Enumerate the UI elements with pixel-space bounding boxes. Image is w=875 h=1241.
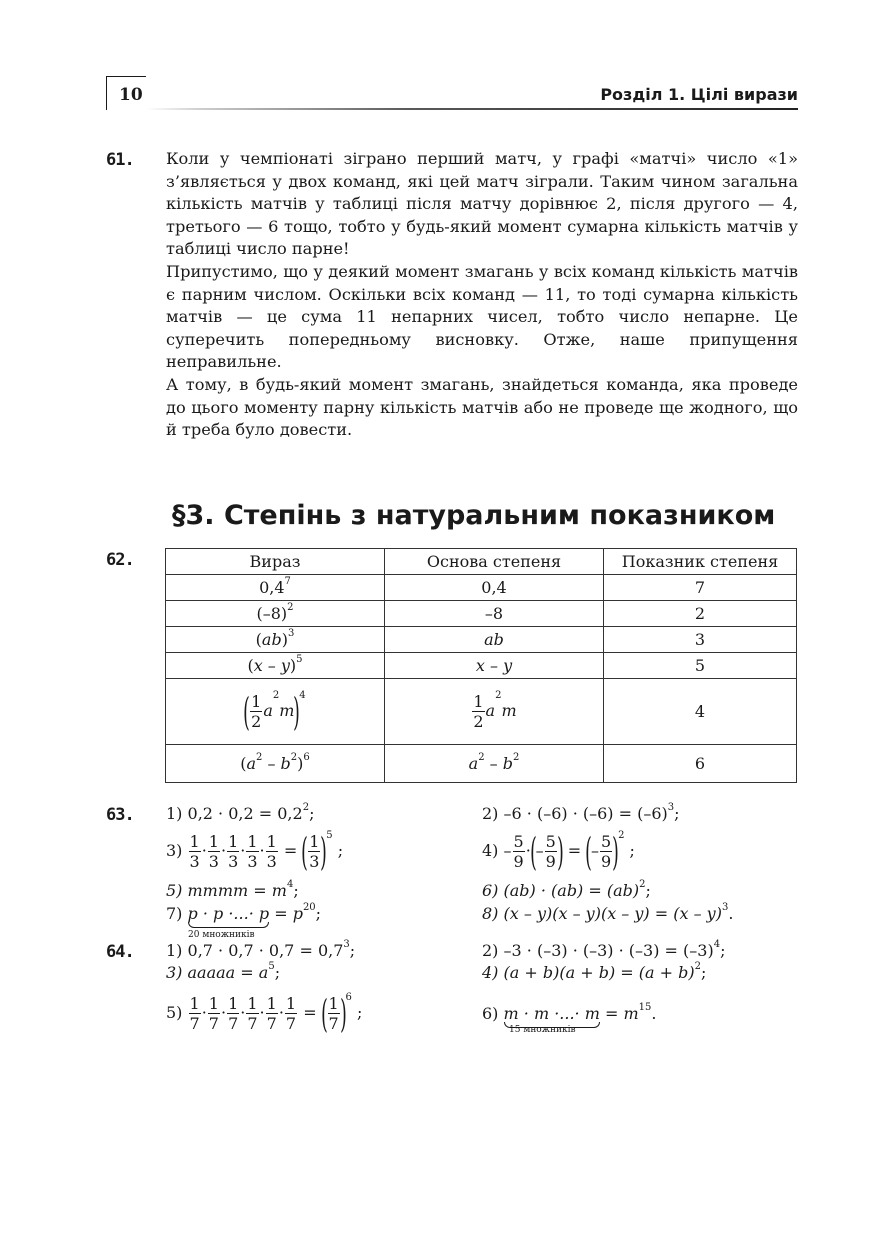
expression-cell: $(-8)^2$ xyxy=(166,601,385,627)
problem-61-paragraph: Припустимо, що у деякий момент змагань у всіх команд кількість матчів є парним числом. Оскільки всіх команд — 11, то тоді сумарна кількість матчів — це сума 11 непарних чисел, тобто число непарне. Це суперечить попередньому висновку. Отже, наше припущення неправильне. xyxy=(166,261,798,372)
exponent-cell: 2 xyxy=(604,601,797,627)
table-header: Показник степеня xyxy=(604,549,797,575)
expression-cell: (x – y)$^5$ xyxy=(166,653,385,679)
expression-cell: (ab)$^3$ xyxy=(166,627,385,653)
p63-item-4: 4) – $\frac{5}{9}$ ·(– $\frac{5}{9}$ ) = (– $\frac{5}{9}$ )$^2$ ; xyxy=(482,829,635,874)
powers-table xyxy=(165,548,797,783)
p64-item-4: 4) $(a + b)(a + b) = (a + b)^2$; xyxy=(482,961,707,982)
p63-item-6: 6) (ab) · (ab) = (ab)$^2$; xyxy=(482,879,651,900)
table-row xyxy=(166,627,797,653)
table-row xyxy=(166,745,797,783)
table-row xyxy=(166,653,797,679)
problem-64-number: 64. xyxy=(106,942,134,962)
exponent-cell: 3 xyxy=(604,627,797,653)
p64-item-6: 6) m · m ·...· $m = m^{15}$. xyxy=(482,1002,657,1023)
problem-63-number: 63. xyxy=(106,805,134,825)
p64-item-5: 5) $\frac{1}{7}$ · $\frac{1}{7}$ · $\frac{1}{7}$ · $\frac{1}{7}$ · $\frac{1}{7}$ · $\frac{1}{7}$ = ( $\frac{1}{7}$ )$^6$ ; xyxy=(166,991,363,1036)
chapter-title: Розділ 1. Цілі вирази xyxy=(600,85,798,104)
base-cell: $\frac{1}{2}$ $a^2m$ xyxy=(385,679,604,745)
expression-cell: $(a^2 - b^2)^6$ xyxy=(166,745,385,783)
base-cell: ab xyxy=(385,627,604,653)
p64-item-3: 3) aaaaa = $a^5$; xyxy=(166,961,281,982)
expression-cell: ( $\frac{1}{2}$ $a^2m)^4$ xyxy=(166,679,385,745)
expression-cell: $0,4^7$ xyxy=(166,575,385,601)
p64-item-1: 1) $0,7 \cdot 0,7 \cdot 0,7 = 0,7^3$; xyxy=(166,939,356,960)
table-row xyxy=(166,601,797,627)
base-cell: $a^2 - b^2$ xyxy=(385,745,604,783)
p63-item-5: 5) mmmm = $m^4$; xyxy=(166,879,299,900)
p63-item-2: 2) $-6 \cdot (-6) \cdot (-6) = (-6)^3$; xyxy=(482,802,680,823)
page-number: 10 xyxy=(119,85,143,105)
table-row xyxy=(166,679,797,745)
problem-61-paragraph: Коли у чемпіонаті зіграно перший матч, у графі «матчі» число «1» з’являється у двох команд, які цей матч зіграли. Таким чином загальна кількість матчів у таблиці після матчу дорівнює 2, після другого — 4, третього — 6 тощо, тобто у будь-який момент сумарна кількість матчів у таблиці число парне! xyxy=(166,149,798,259)
p63-item-3: 3) $\frac{1}{3}$ · $\frac{1}{3}$ · $\frac{1}{3}$ · $\frac{1}{3}$ · $\frac{1}{3}$ = ( $\frac{1}{3}$ )$^5$ ; xyxy=(166,829,344,874)
table-row xyxy=(166,575,797,601)
exponent-cell: 5 xyxy=(604,653,797,679)
table-header: Основа степеня xyxy=(385,549,604,575)
base-cell: –8 xyxy=(385,601,604,627)
base-cell: 0,4 xyxy=(385,575,604,601)
p63-underbrace-label: 20 множників xyxy=(188,930,255,940)
exponent-cell: 7 xyxy=(604,575,797,601)
table-header-row xyxy=(166,549,797,575)
p64-underbrace-label: 15 множників xyxy=(509,1025,576,1035)
p64-item-2: 2) $-3 \cdot (-3) \cdot (-3) \cdot (-3) = (-3)^4$; xyxy=(482,939,726,960)
p63-item-1: 1) $0,2 \cdot 0,2 = 0,2^2$; xyxy=(166,802,315,823)
underbrace: p · p ·...· p xyxy=(187,904,270,923)
underbrace: m · m ·...· m xyxy=(503,1004,600,1023)
section-title: §3. Степінь з натуральним показником xyxy=(172,500,776,531)
p63-item-8: 8) (x – y)(x – y)(x – y) = (x – y)$^3$. xyxy=(482,902,734,923)
header-rule xyxy=(146,108,798,110)
exponent-cell: 4 xyxy=(604,679,797,745)
problem-61-text xyxy=(166,148,798,442)
exponent-cell: 6 xyxy=(604,745,797,783)
problem-61-number: 61. xyxy=(106,150,134,170)
problem-62-number: 62. xyxy=(106,550,134,570)
problem-61-paragraph: А тому, в будь-який момент змагань, знайдеться команда, яка проведе до цього моменту парну кількість матчів або не проведе ще жодного, що й треба було довести. xyxy=(166,374,798,440)
base-cell: x – y xyxy=(385,653,604,679)
p63-item-7: 7) p · p ·...· $p = p^{20}$; xyxy=(166,902,322,923)
table-header: Вираз xyxy=(166,549,385,575)
